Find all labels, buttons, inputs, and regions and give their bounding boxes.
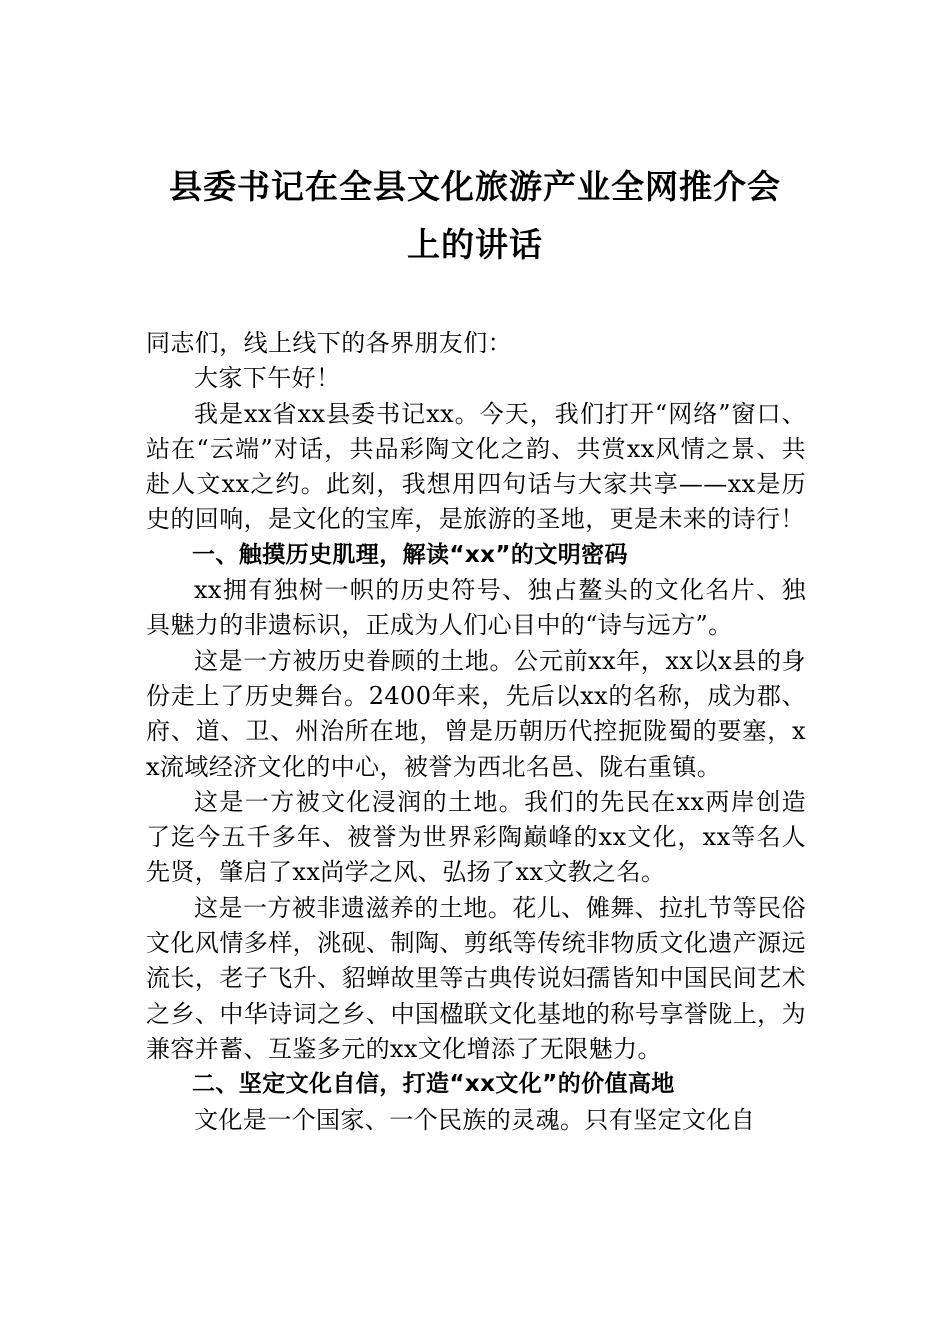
body-paragraph: 这是一方被历史眷顾的土地。公元前xx年，xx以x县的身份走上了历史舞台。2400年来，先后以xx的名称，成为郡、府、道、卫、州治所在地，曾是历朝历代控扼陇蜀的要塞，xx流域经济文化的中心，被誉为西北名邑、陇右重镇。 — [146, 646, 806, 781]
body-paragraph: xx拥有独树一帜的历史符号、独占鳌头的文化名片、独具魅力的非遗标识，正成为人们心目中的“诗与远方”。 — [146, 576, 806, 640]
body-paragraph: 这是一方被非遗滋养的土地。花儿、傩舞、拉扎节等民俗文化风情多样，洮砚、制陶、剪纸等传统非物质文化遗产源远流长，老子飞升、貂蝉故里等古典传说妇孺皆知中国民间艺术之乡、中华诗词之乡、中国楹联文化基地的称号享誉陇上，为兼容并蓄、互鉴多元的xx文化增添了无限魅力。 — [146, 893, 806, 1063]
intro-paragraph: 我是xx省xx县委书记xx。今天，我们打开“网络”窗口、站在“云端”对话，共品彩陶文化之韵、共赏xx风情之景、共赴人文xx之约。此刻，我想用四句话与大家共享——xx是历史的回响，是文化的宝库，是旅游的圣地，更是未来的诗行！ — [146, 399, 806, 534]
document-title — [120, 158, 830, 274]
section-heading-2: 二、坚定文化自信，打造“xx文化”的价值高地 — [192, 1071, 675, 1098]
title-line-2: 上的讲话 — [407, 225, 543, 264]
section-heading-1: 一、触摸历史肌理，解读“xx”的文明密码 — [192, 541, 628, 568]
greeting-paragraph: 大家下午好！ — [194, 364, 341, 393]
salutation-paragraph: 同志们，线上线下的各界朋友们： — [146, 329, 512, 357]
body-paragraph: 这是一方被文化浸润的土地。我们的先民在xx两岸创造了迄今五千多年、被誉为世界彩陶巅峰的xx文化，xx等名人先贤，肇启了xx尚学之风、弘扬了xx文教之名。 — [146, 787, 806, 887]
body-paragraph: 文化是一个国家、一个民族的灵魂。只有坚定文化自 — [194, 1105, 756, 1134]
title-line-1: 县委书记在全县文化旅游产业全网推介会 — [169, 167, 781, 206]
document-body — [146, 326, 806, 1138]
